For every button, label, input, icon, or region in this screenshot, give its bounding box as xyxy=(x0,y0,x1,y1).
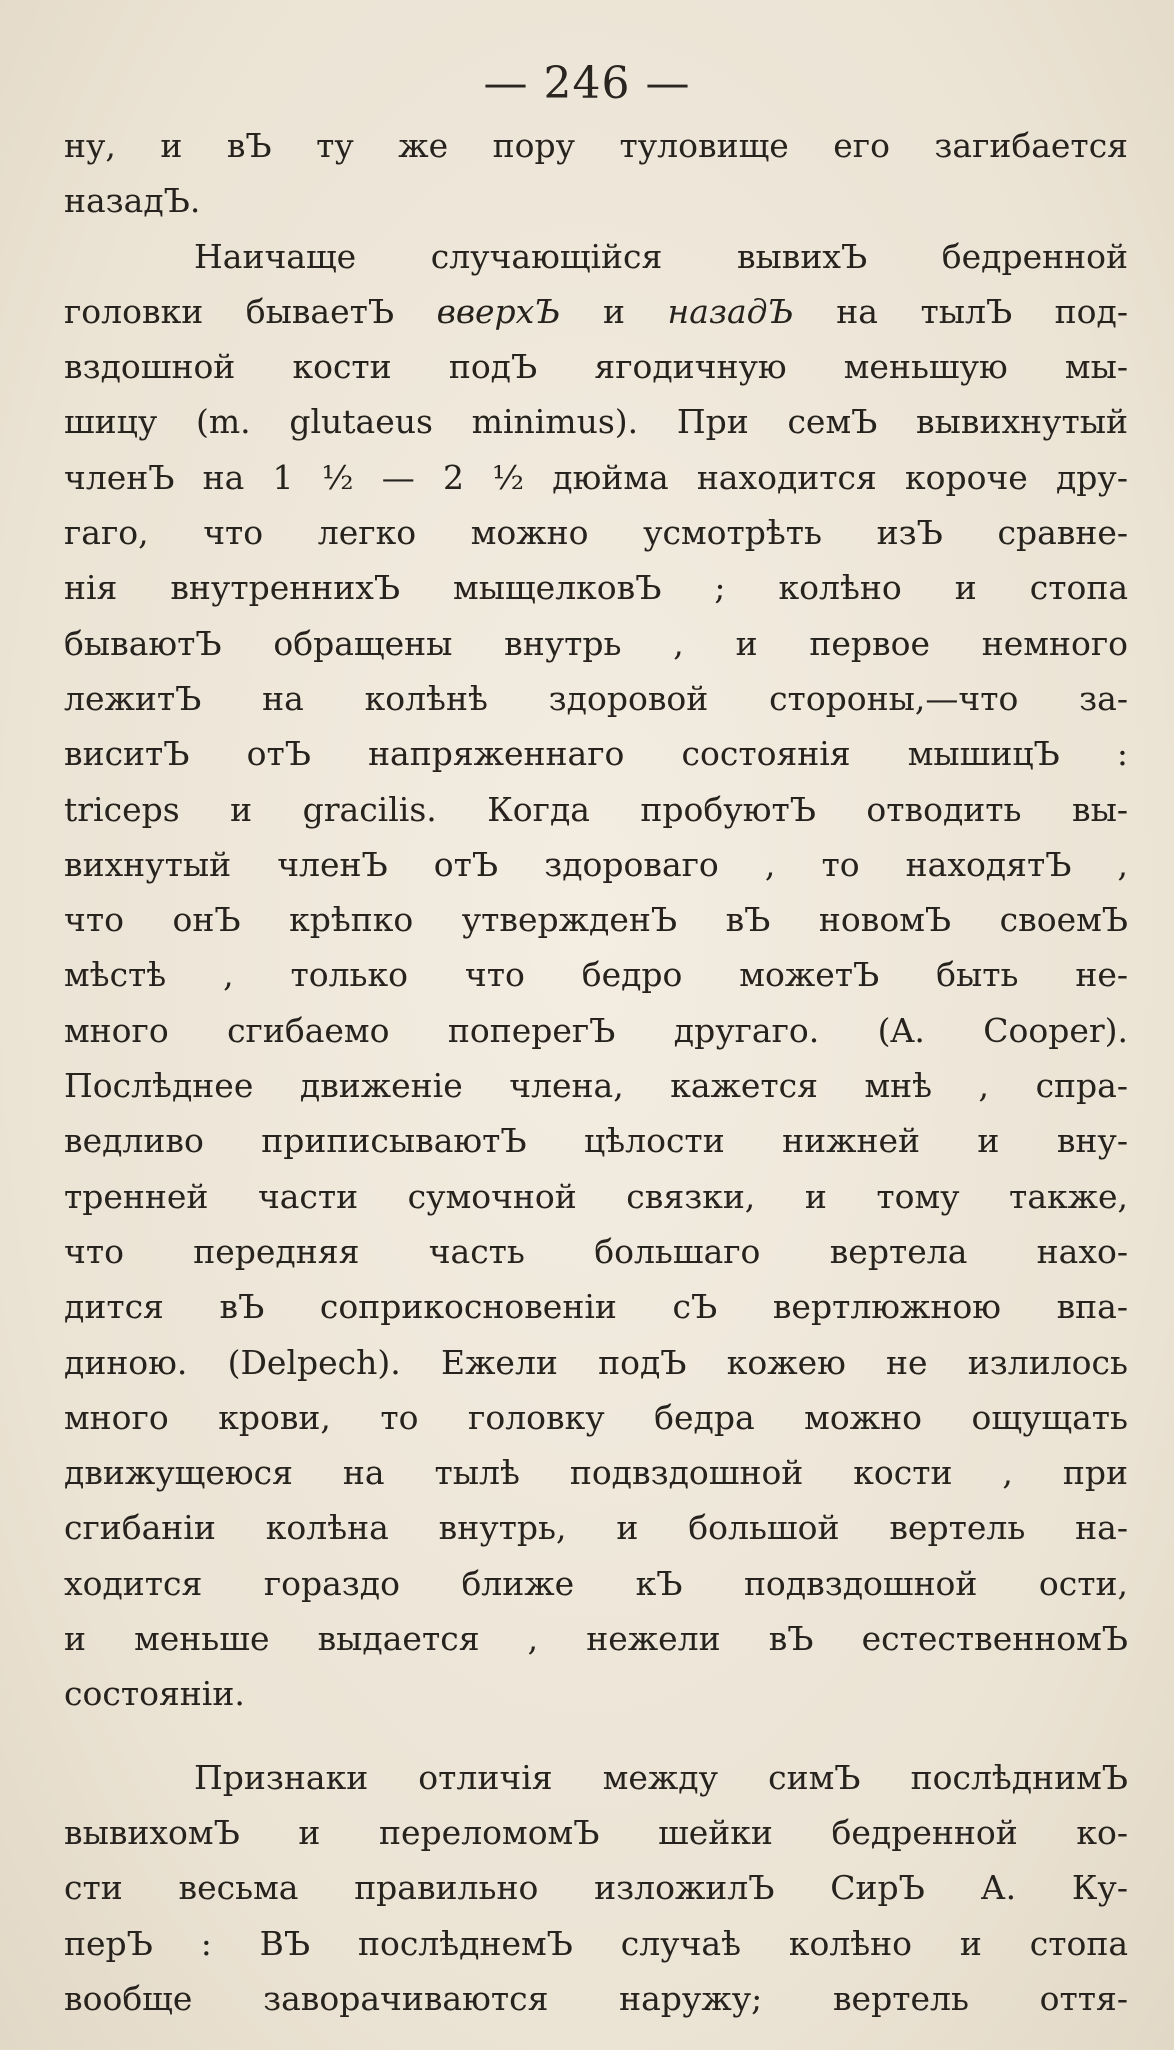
text-line: дится вЪ соприкосновеніи сЪ вертлюжною впа- xyxy=(64,1287,1128,1327)
text-line: виситЪ отЪ напряженнаго состоянія мышицЪ : xyxy=(64,734,1128,774)
text-line: вообще заворачиваются наружу; вертель оття- xyxy=(64,1978,1128,2018)
text-line: ну, и вЪ ту же пору туловище его загибается xyxy=(64,126,1128,165)
text-line: гаго, что легко можно усмотрѣть изЪ сравне- xyxy=(64,513,1128,553)
emphasis-text: назадЪ xyxy=(667,291,794,331)
page-text xyxy=(64,118,1128,2026)
text-line: шицу (m. glutaeus minimus). При семЪ вывихнутый xyxy=(64,402,1128,442)
text-line: что передняя часть большаго вертела нахо- xyxy=(64,1231,1128,1271)
text-line: вздошной кости подЪ ягодичную меньшую мы- xyxy=(64,347,1128,387)
text-line: много сгибаемо поперегЪ другаго. (A. Cooper). xyxy=(64,1010,1128,1050)
text-line: мѣстѣ , только что бедро можетЪ быть не- xyxy=(64,955,1128,995)
text-line: бываютЪ обращены внутрь , и первое немного xyxy=(64,623,1128,663)
text-line: назадЪ. xyxy=(64,181,201,221)
text-line: перЪ : ВЪ послѣднемЪ случаѣ колѣно и стопа xyxy=(64,1923,1128,1963)
text-line: диною. (Delpech). Ежели подЪ кожею не излилось xyxy=(64,1342,1128,1382)
text-line: много крови, то головку бедра можно ощущать xyxy=(64,1397,1128,1437)
text-line: сти весьма правильно изложилЪ СирЪ А. Ку- xyxy=(64,1868,1128,1908)
text-line: triceps и gracilis. Когда пробуютЪ отводить вы- xyxy=(64,789,1128,829)
page-number: — 246 — xyxy=(483,58,691,109)
text-line: членЪ на 1 ½ — 2 ½ дюйма находится короче дру- xyxy=(64,457,1128,497)
text-line: Наичаще случающійся вывихЪ бедренной xyxy=(194,236,1128,276)
text-line: сгибаніи колѣна внутрь, и большой вертель на- xyxy=(64,1508,1128,1548)
text-line: нія внутреннихЪ мыщелковЪ ; колѣно и стопа xyxy=(64,568,1128,608)
text-line: состояніи. xyxy=(64,1674,245,1714)
text-line: движущеюся на тылѣ подвздошной кости , при xyxy=(64,1453,1128,1493)
text-line: Признаки отличія между симЪ послѣднимЪ xyxy=(194,1757,1128,1797)
text-line: ведливо приписываютЪ цѣлости нижней и вну- xyxy=(64,1121,1128,1161)
text-line: ходится гораздо ближе кЪ подвздошной ости, xyxy=(64,1563,1128,1603)
text-line: головки бываетЪ вверхЪ и назадЪ на тылЪ под- xyxy=(64,291,1128,331)
text-line: лежитЪ на колѣнѣ здоровой стороны,—что за- xyxy=(64,678,1128,718)
text-line: тренней части сумочной связки, и тому также, xyxy=(64,1176,1128,1216)
emphasis-text: вверхЪ xyxy=(436,291,561,331)
text-line: что онЪ крѣпко утвержденЪ вЪ новомЪ своемЪ xyxy=(64,900,1128,940)
text-line: вихнутый членЪ отЪ здороваго , то находятЪ , xyxy=(64,844,1128,884)
text-line: и меньше выдается , нежели вЪ естественномЪ xyxy=(64,1619,1128,1659)
text-line: Послѣднее движеніе члена, кажется мнѣ , спра- xyxy=(64,1066,1128,1106)
text-line: вывихомЪ и переломомЪ шейки бедренной ко- xyxy=(64,1812,1128,1852)
